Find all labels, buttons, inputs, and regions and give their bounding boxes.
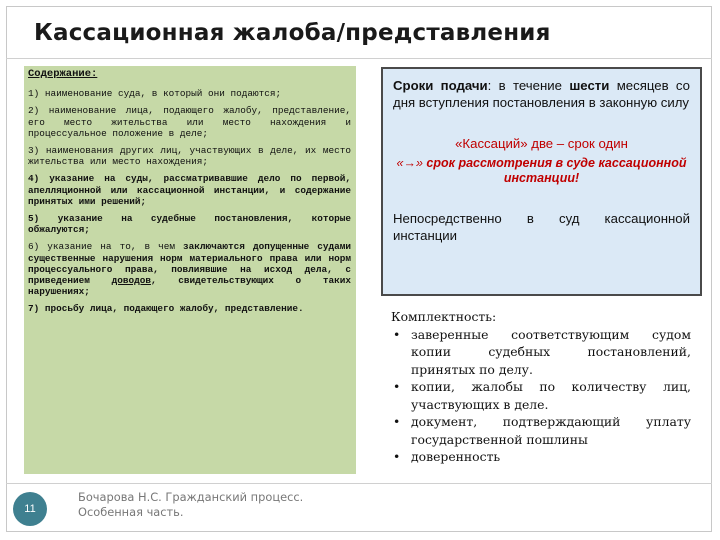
list-item	[391, 326, 691, 379]
title-divider	[6, 58, 712, 59]
footer-line-2: Особенная часть.	[78, 505, 184, 519]
cassation-line: «Кассаций» две – срок один	[455, 136, 628, 151]
bullet-icon: •	[393, 414, 401, 429]
page-number-badge: 11	[13, 492, 47, 526]
completeness-list	[391, 326, 691, 466]
footer-citation	[78, 490, 303, 520]
content-item-6-emphasis: заключаются допущенные судами существенные нарушения норм материального права или норм процессуального права, повлиявшие на исход дела, с приведением	[28, 241, 351, 287]
list-item	[391, 378, 691, 413]
content-item-6-link: доводов	[111, 275, 151, 287]
deadlines-box	[381, 67, 702, 296]
content-requirements-box	[24, 66, 356, 474]
list-item-text: заверенные соответствующим судом копии судебных постановлений, принятых по делу.	[411, 326, 691, 377]
deadline-text	[393, 77, 690, 111]
list-item-text: копии, жалобы по количеству лиц, участвующих в деле.	[411, 379, 691, 412]
review-arrow: «→»	[396, 156, 427, 170]
deadline-six: шести	[569, 78, 610, 93]
content-item-6-end: , свидетельствующих о таких нарушениях;	[28, 275, 351, 298]
content-item-3: 3) наименования других лиц, участвующих в деле, их место жительства или место нахождения;	[28, 145, 351, 168]
footer-line-1: Бочарова Н.С. Гражданский процесс.	[78, 490, 304, 504]
content-item-6-start: 6) указание на то, в чем	[28, 241, 176, 253]
direct-filing: Непосредственно в суд кассационной инстанции	[393, 211, 690, 243]
content-item-1: 1) наименование суда, в который они подаются;	[28, 88, 282, 100]
content-item-6	[28, 241, 351, 297]
completeness-section	[391, 308, 691, 466]
content-item-7: 7) просьбу лица, подающего жалобу, представление.	[28, 303, 304, 315]
review-line	[393, 156, 690, 186]
deadline-sep: : в течение	[487, 78, 570, 93]
footer-divider	[6, 483, 712, 484]
list-item-text: доверенность	[411, 449, 501, 464]
bullet-icon: •	[393, 326, 401, 342]
deadline-label: Сроки подачи	[393, 78, 488, 93]
slide-title: Кассационная жалоба/представления	[34, 20, 551, 46]
list-item	[391, 448, 691, 466]
bullet-icon: •	[393, 449, 401, 464]
content-heading: Содержание:	[28, 68, 98, 80]
review-text: срок рассмотрения в суде кассационной инстанции!	[426, 156, 687, 185]
completeness-heading: Комплектность:	[391, 309, 497, 324]
list-item	[391, 413, 691, 448]
content-item-2: 2) наименование лица, подающего жалобу, представление, его место жительства или место нахождения и процессуальное положение в деле;	[28, 105, 351, 139]
content-item-5: 5) указание на судебные постановления, которые обжалуются;	[28, 213, 351, 236]
list-item-text: документ, подтверждающий уплату государственной пошлины	[411, 414, 691, 447]
deadline-rest: месяцев со дня вступления постановления в законную силу	[393, 78, 690, 110]
bullet-icon: •	[393, 379, 401, 394]
content-item-4: 4) указание на суды, рассматривавшие дело по первой, апелляционной или кассационной инстанции, и содержание принятых ими решений;	[28, 173, 351, 207]
